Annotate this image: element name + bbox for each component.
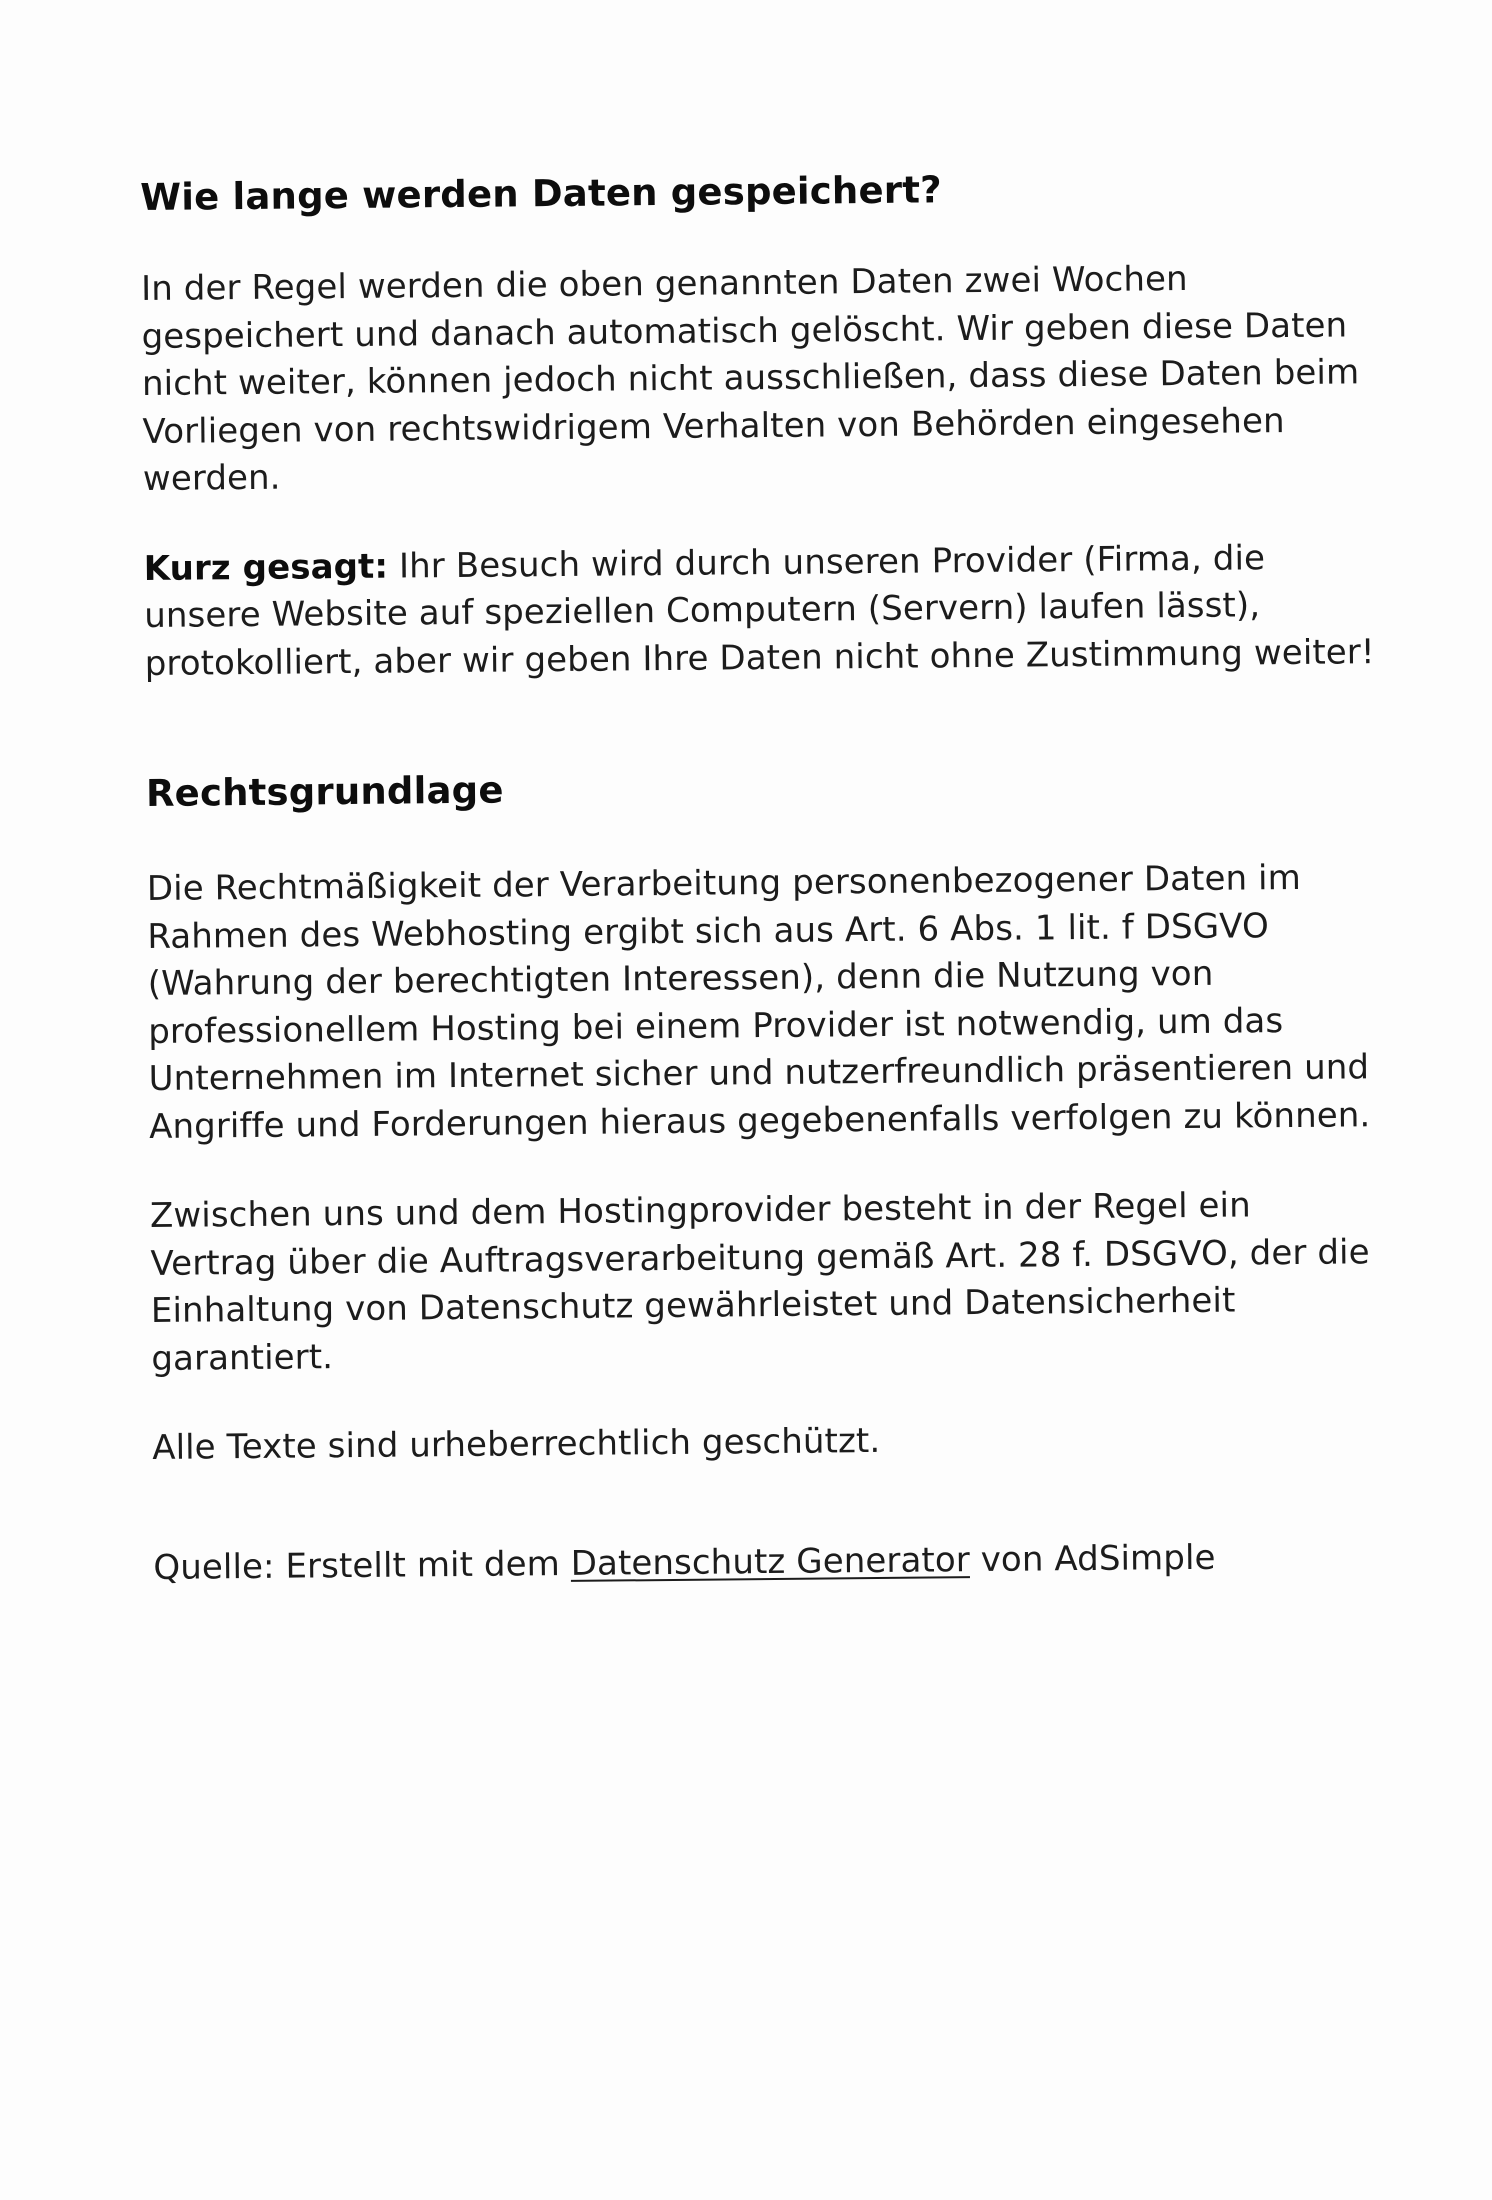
- paragraph-legal-basis: Die Rechtmäßigkeit der Verarbeitung personenbezogener Daten im Rahmen des Webhosting ergibt sich aus Art. 6 Abs. 1 lit. f DSGVO (Wahrung der berechtigten Interessen), denn die Nutzung von professionellem Hosting bei einem Provider ist notwendig, um das Unternehmen im Internet sicher und nutzerfreundlich präsentieren und Angriffe und Forderungen hieraus gegebenenfalls verfolgen zu können.: [146, 857, 1371, 1147]
- datenschutz-generator-link[interactable]: Datenschutz Generator: [570, 1539, 971, 1584]
- paragraph-processing-contract: Zwischen uns und dem Hostingprovider besteht in der Regel ein Vertrag über die Auftragsverarbeitung gemäß Art. 28 f. DSGVO, der die Einhaltung von Datenschutz gewährleistet und Datensicherheit garantiert.: [149, 1185, 1370, 1379]
- paragraph-copyright: Alle Texte sind urheberrechtlich geschützt.: [152, 1420, 881, 1468]
- summary-text: Ihr Besuch wird durch unseren Provider (Firma, die unsere Website auf speziellen Computern (Servern) laufen lässt), protokolliert, aber wir geben Ihre Daten nicht ohne Zustimmung weiter!: [144, 537, 1375, 684]
- paragraph-summary: [144, 534, 1375, 688]
- source-suffix: von AdSimple: [969, 1537, 1216, 1580]
- document-content: [140, 160, 1384, 1592]
- heading-data-retention: Wie lange werden Daten gespeichert?: [140, 168, 942, 219]
- paragraph-data-retention: In der Regel werden die oben genannten Daten zwei Wochen gespeichert und danach automatisch gelöscht. Wir geben diese Daten nicht weiter, können jedoch nicht ausschließen, dass diese Daten beim Vorliegen von rechtswidrigem Verhalten von Behörden eingesehen werden.: [140, 258, 1360, 499]
- source-prefix: Quelle: Erstellt mit dem: [153, 1543, 571, 1588]
- source-line: [153, 1533, 1383, 1592]
- summary-label: Kurz gesagt:: [143, 546, 389, 589]
- heading-legal-basis: Rechtsgrundlage: [145, 768, 504, 815]
